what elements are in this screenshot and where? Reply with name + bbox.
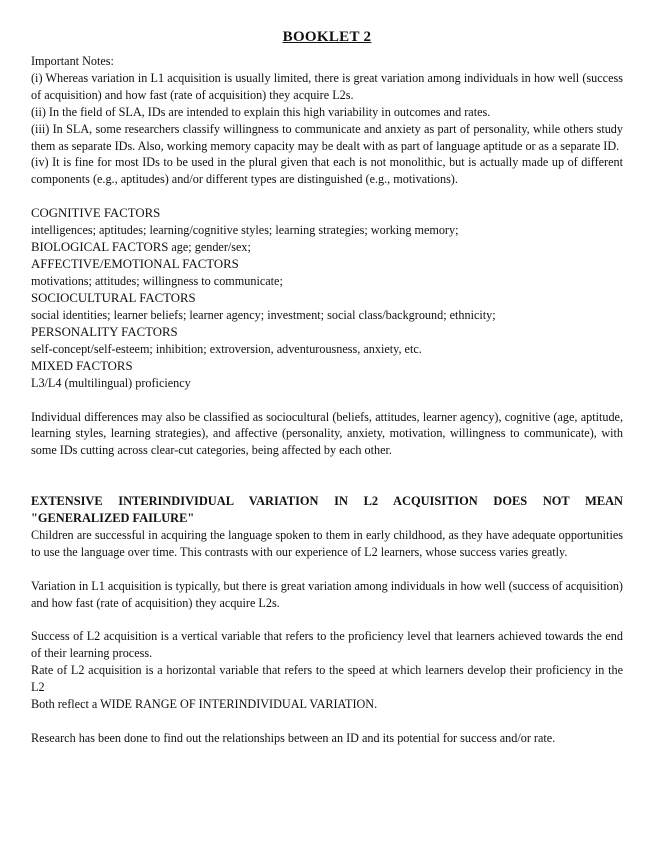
mixed-factors-heading: MIXED FACTORS [31,358,133,373]
notes-heading: Important Notes: [31,54,114,68]
spacer [31,476,623,493]
spacer [31,459,623,476]
personality-factors-list: self-concept/self-esteem; inhibition; extroversion, adventurousness, anxiety, etc. [31,341,422,356]
spacer [31,612,623,629]
section-heading: EXTENSIVE INTERINDIVIDUAL VARIATION IN L2 ACQUISITION DOES NOT MEAN "GENERALIZED FAILURE" [31,494,623,526]
spacer [31,713,623,730]
note-item-2: (ii) In the field of SLA, IDs are intended to explain this high variability in outcomes and rates. [31,104,491,119]
note-item-4: (iv) It is fine for most IDs to be used in the plural given that each is not monolithic, but is actually made up of different components (e.g., aptitudes) and/or different types are distinguished (e.g., motivations). [31,155,623,187]
mixed-factors-list: L3/L4 (multilingual) proficiency [31,375,191,390]
sociocultural-factors-heading: SOCIOCULTURAL FACTORS [31,290,196,305]
both-reflect-statement: Both reflect a WIDE RANGE OF INTERINDIVIDUAL VARIATION. [31,697,378,712]
classification-paragraph: Individual differences may also be classified as sociocultural (beliefs, attitudes, learner agency), cognitive (age, aptitude, learning styles, learning strategies), and affective (personality, anxiety, motivation, willingness to communicate), with some IDs cutting across clear-cut categories, being affected by each other. [31,409,623,458]
personality-factors-heading: PERSONALITY FACTORS [31,324,178,339]
page-title: BOOKLET 2 [282,29,372,45]
research-statement: Research has been done to find out the relationships between an ID and its potential for success and/or rate. [31,730,556,745]
biological-factors-heading: BIOLOGICAL FACTORS [31,240,169,255]
spacer [31,561,623,578]
spacer [31,392,623,409]
sociocultural-factors-list: social identities; learner beliefs; learner agency; investment; social class/background; ethnicity; [31,307,496,322]
affective-factors-list: motivations; attitudes; willingness to communicate; [31,274,283,289]
note-item-1: (i) Whereas variation in L1 acquisition is usually limited, there is great variation among individuals in how well (success of acquisition) and how fast (rate of acquisition) they acquire L2s. [31,70,623,102]
success-definition: Success of L2 acquisition is a vertical variable that refers to the proficiency level that learners achieved towards the end of their learning process. [31,629,623,661]
rate-definition: Rate of L2 acquisition is a horizontal variable that refers to the speed at which learners develop their proficiency in the L2 [31,663,623,695]
affective-factors-heading: AFFECTIVE/EMOTIONAL FACTORS [31,257,239,272]
cognitive-factors-heading: COGNITIVE FACTORS [31,206,161,221]
section-paragraph-1: Children are successful in acquiring the language spoken to them in early childhood, as they have adequate opportunities to use the language over time. This contrasts with our experience of L2 learners, whose success varies greatly. [31,528,623,559]
biological-factors-list: age; gender/sex; [171,240,251,255]
note-item-3: (iii) In SLA, some researchers classify willingness to communicate and anxiety as part of personality, while others study them as separate IDs. Also, working memory capacity may be dealt with as part of language aptitude or as a separate ID. [31,121,623,153]
section-paragraph-2: Variation in L1 acquisition is typically, but there is great variation among individuals in how well (success of acquisition) and how fast (rate of acquisition) they acquire L2s. [31,578,623,610]
biological-factors-line [31,239,623,256]
cognitive-factors-list: intelligences; aptitudes; learning/cognitive styles; learning strategies; working memory; [31,223,459,238]
spacer [31,188,623,205]
